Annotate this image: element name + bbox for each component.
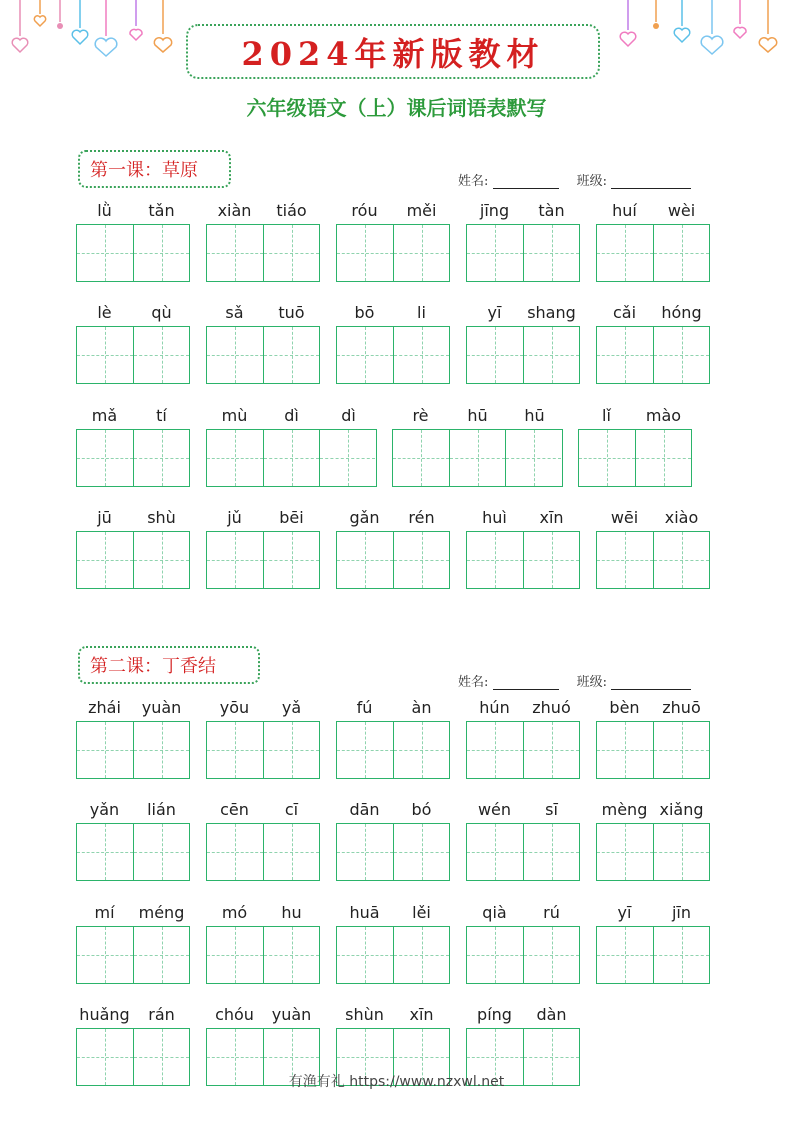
tianzige-cells (596, 531, 710, 589)
pinyin-label: hu (281, 903, 302, 922)
pinyin-label: mù (221, 406, 248, 425)
pinyin-label: zhuō (662, 698, 701, 717)
pinyin-label: zhuó (532, 698, 571, 717)
writing-cell[interactable] (393, 824, 449, 880)
name-label: 姓名: (458, 675, 489, 690)
pinyin-label: bèn (609, 698, 640, 717)
writing-cell[interactable] (523, 824, 579, 880)
word-box (76, 302, 190, 384)
word-box (336, 302, 450, 384)
tianzige-cells (336, 926, 450, 984)
pinyin-label: zhái (88, 698, 121, 717)
word-box (336, 902, 450, 984)
pinyin-label: mǎ (91, 406, 118, 425)
writing-cell[interactable] (263, 225, 319, 281)
tianzige-cells (76, 224, 190, 282)
tianzige-cells (206, 721, 320, 779)
pinyin-label: huā (349, 903, 380, 922)
writing-cell[interactable] (467, 225, 523, 281)
pinyin-label: mí (94, 903, 115, 922)
writing-cell[interactable] (207, 225, 263, 281)
writing-cell[interactable] (337, 824, 393, 880)
tianzige-cells (466, 224, 580, 282)
writing-cell[interactable] (467, 927, 523, 983)
writing-cell[interactable] (207, 824, 263, 880)
pinyin-label: lè (97, 303, 112, 322)
pinyin-label: bēi (279, 508, 304, 527)
writing-cell[interactable] (653, 927, 709, 983)
tianzige-cells (596, 326, 710, 384)
pinyin-label: tuō (278, 303, 305, 322)
writing-cell[interactable] (523, 225, 579, 281)
tianzige-cells (76, 429, 190, 487)
tianzige-cells (336, 224, 450, 282)
word-box (596, 697, 710, 779)
tianzige-cells (596, 823, 710, 881)
writing-cell[interactable] (467, 532, 523, 588)
word-box (76, 405, 190, 487)
tianzige-cells (466, 721, 580, 779)
word-box (392, 405, 563, 487)
name-label: 姓名: (458, 174, 489, 189)
word-box (76, 902, 190, 984)
writing-cell[interactable] (597, 722, 653, 778)
tianzige-cells (336, 531, 450, 589)
writing-cell[interactable] (263, 532, 319, 588)
pinyin-label: hū (524, 406, 545, 425)
pinyin-label: cǎi (612, 303, 637, 322)
word-box (206, 200, 320, 282)
pinyin-label: wén (477, 800, 512, 819)
pinyin-label: huì (482, 508, 507, 527)
word-box (466, 507, 580, 589)
pinyin-label: hū (467, 406, 488, 425)
lesson-2-title: 第二课：丁香结 (78, 646, 260, 684)
word-box (336, 200, 450, 282)
pinyin-label: jīng (479, 201, 510, 220)
pinyin-label: qià (482, 903, 507, 922)
writing-cell[interactable] (523, 327, 579, 383)
writing-cell[interactable] (523, 722, 579, 778)
pinyin-label: xiào (664, 508, 699, 527)
tianzige-cells (336, 721, 450, 779)
class-label: 班级: (576, 174, 608, 189)
student-info-2 (458, 671, 691, 690)
word-box (206, 697, 320, 779)
writing-cell[interactable] (523, 532, 579, 588)
pinyin-label: jǔ (227, 508, 242, 527)
writing-cell[interactable] (337, 327, 393, 383)
word-box (76, 697, 190, 779)
word-box (596, 507, 710, 589)
writing-cell[interactable] (337, 225, 393, 281)
pinyin-label: měi (406, 201, 437, 220)
pinyin-label: jū (97, 508, 112, 527)
pinyin-label: yī (617, 903, 632, 922)
pinyin-label: cēn (220, 800, 249, 819)
writing-cell[interactable] (597, 824, 653, 880)
pinyin-label: jīn (671, 903, 692, 922)
writing-cell[interactable] (319, 430, 375, 486)
pinyin-label: yǎ (281, 698, 302, 717)
pinyin-label: dàn (536, 1005, 567, 1024)
writing-cell[interactable] (653, 722, 709, 778)
word-box (76, 507, 190, 589)
writing-cell[interactable] (77, 927, 133, 983)
tianzige-cells (336, 823, 450, 881)
writing-cell[interactable] (467, 824, 523, 880)
pinyin-label: dì (341, 406, 356, 425)
word-box (206, 302, 320, 384)
writing-cell[interactable] (393, 225, 449, 281)
pinyin-label: cī (284, 800, 299, 819)
writing-cell[interactable] (133, 532, 189, 588)
tianzige-cells (76, 721, 190, 779)
writing-cell[interactable] (393, 532, 449, 588)
writing-cell[interactable] (263, 824, 319, 880)
footer-watermark: 有渔有礼 https://www.nzxwl.net (288, 1074, 505, 1090)
writing-cell[interactable] (77, 824, 133, 880)
student-info-1 (458, 170, 691, 189)
writing-cell[interactable] (467, 722, 523, 778)
word-box (596, 200, 710, 282)
pinyin-label: wèi (667, 201, 696, 220)
pinyin-label: mèng (601, 800, 648, 819)
writing-cell[interactable] (263, 927, 319, 983)
page-subtitle: 六年级语文（上）课后词语表默写 (246, 96, 547, 120)
writing-cell[interactable] (653, 824, 709, 880)
word-box (206, 799, 320, 881)
writing-cell[interactable] (597, 225, 653, 281)
tianzige-cells (76, 823, 190, 881)
writing-cell[interactable] (505, 430, 561, 486)
writing-cell[interactable] (207, 327, 263, 383)
writing-cell[interactable] (579, 430, 635, 486)
pinyin-label: rén (408, 508, 435, 527)
writing-cell[interactable] (337, 532, 393, 588)
writing-cell[interactable] (597, 927, 653, 983)
word-box (466, 799, 580, 881)
word-box (596, 902, 710, 984)
word-box (596, 302, 710, 384)
writing-cell[interactable] (393, 927, 449, 983)
pinyin-label: píng (477, 1005, 512, 1024)
pinyin-label: huí (612, 201, 637, 220)
pinyin-label: yī (487, 303, 502, 322)
pinyin-label: hún (479, 698, 510, 717)
pinyin-label: xīn (539, 508, 564, 527)
hearts-decoration-right-icon (612, 0, 787, 60)
lesson-1-title: 第一课：草原 (78, 150, 231, 188)
hearts-decoration-left-icon (8, 0, 183, 60)
pinyin-label: dān (349, 800, 380, 819)
writing-cell[interactable] (337, 722, 393, 778)
tianzige-cells (596, 224, 710, 282)
word-box (466, 302, 580, 384)
pinyin-label: tí (156, 406, 167, 425)
pinyin-label: mó (221, 903, 248, 922)
pinyin-label: chóu (215, 1005, 254, 1024)
tianzige-cells (578, 429, 692, 487)
pinyin-label: shang (527, 303, 576, 322)
writing-cell[interactable] (393, 722, 449, 778)
class-label: 班级: (576, 675, 608, 690)
word-box (206, 902, 320, 984)
pinyin-label: rè (412, 406, 429, 425)
word-box (578, 405, 692, 487)
writing-cell[interactable] (77, 532, 133, 588)
tianzige-cells (76, 926, 190, 984)
writing-cell[interactable] (133, 722, 189, 778)
pinyin-label: àn (411, 698, 432, 717)
writing-cell[interactable] (207, 532, 263, 588)
tianzige-cells (466, 531, 580, 589)
word-box (336, 507, 450, 589)
writing-cell[interactable] (77, 722, 133, 778)
tianzige-cells (206, 224, 320, 282)
tianzige-cells (466, 326, 580, 384)
pinyin-label: lǐ (602, 406, 611, 425)
pinyin-label: lián (147, 800, 176, 819)
writing-cell[interactable] (77, 225, 133, 281)
class-blank[interactable] (611, 675, 691, 690)
writing-cell[interactable] (393, 327, 449, 383)
tianzige-cells (206, 823, 320, 881)
title-box (186, 24, 600, 79)
word-box (206, 405, 377, 487)
writing-cell[interactable] (393, 430, 449, 486)
tianzige-cells (392, 429, 563, 487)
pinyin-label: rú (543, 903, 560, 922)
word-box (466, 200, 580, 282)
word-box (76, 200, 190, 282)
pinyin-label: sī (545, 800, 558, 819)
pinyin-label: xiǎng (659, 800, 704, 819)
pinyin-label: bō (354, 303, 375, 322)
name-blank[interactable] (493, 675, 559, 690)
tianzige-cells (336, 326, 450, 384)
pinyin-label: tàn (538, 201, 565, 220)
tianzige-cells (206, 429, 377, 487)
writing-cell[interactable] (523, 927, 579, 983)
tianzige-cells (466, 926, 580, 984)
name-blank[interactable] (493, 174, 559, 189)
pinyin-label: shù (147, 508, 176, 527)
pinyin-label: hóng (661, 303, 702, 322)
pinyin-label: huǎng (79, 1005, 130, 1024)
writing-cell[interactable] (467, 327, 523, 383)
tianzige-cells (76, 531, 190, 589)
pinyin-label: xiàn (217, 201, 252, 220)
tianzige-cells (76, 326, 190, 384)
writing-cell[interactable] (263, 430, 319, 486)
writing-cell[interactable] (77, 430, 133, 486)
writing-cell[interactable] (207, 430, 263, 486)
tianzige-cells (596, 926, 710, 984)
pinyin-label: qù (151, 303, 172, 322)
writing-cell[interactable] (77, 327, 133, 383)
writing-cell[interactable] (653, 225, 709, 281)
pinyin-label: lěi (412, 903, 431, 922)
writing-cell[interactable] (133, 927, 189, 983)
pinyin-label: sǎ (225, 303, 244, 322)
pinyin-label: bó (411, 800, 432, 819)
class-blank[interactable] (611, 174, 691, 189)
pinyin-label: mào (645, 406, 682, 425)
writing-cell[interactable] (263, 722, 319, 778)
pinyin-label: yuàn (271, 1005, 312, 1024)
writing-cell[interactable] (597, 532, 653, 588)
pinyin-label: rán (148, 1005, 175, 1024)
word-box (206, 507, 320, 589)
pinyin-label: yǎn (89, 800, 120, 819)
tianzige-cells (206, 326, 320, 384)
pinyin-label: yuàn (141, 698, 182, 717)
tianzige-cells (206, 926, 320, 984)
pinyin-label: róu (351, 201, 378, 220)
writing-cell[interactable] (207, 927, 263, 983)
pinyin-label: shùn (345, 1005, 384, 1024)
writing-cell[interactable] (263, 327, 319, 383)
word-box (466, 697, 580, 779)
pinyin-label: lǜ (97, 201, 112, 220)
tianzige-cells (466, 823, 580, 881)
page-title: 2024年新版教材 (241, 34, 545, 73)
word-box (76, 799, 190, 881)
writing-cell[interactable] (653, 327, 709, 383)
pinyin-label: tiáo (276, 201, 307, 220)
writing-cell[interactable] (449, 430, 505, 486)
writing-cell[interactable] (635, 430, 691, 486)
writing-cell[interactable] (653, 532, 709, 588)
writing-cell[interactable] (133, 327, 189, 383)
pinyin-label: wēi (610, 508, 639, 527)
word-box (336, 799, 450, 881)
tianzige-cells (206, 531, 320, 589)
pinyin-label: fú (356, 698, 373, 717)
writing-cell[interactable] (337, 927, 393, 983)
writing-cell[interactable] (133, 225, 189, 281)
pinyin-label: li (417, 303, 426, 322)
pinyin-label: yōu (219, 698, 250, 717)
pinyin-label: tǎn (148, 201, 175, 220)
word-box (596, 799, 710, 881)
word-box (466, 902, 580, 984)
writing-cell[interactable] (597, 327, 653, 383)
pinyin-label: dì (284, 406, 299, 425)
writing-cell[interactable] (133, 430, 189, 486)
word-box (336, 697, 450, 779)
pinyin-label: gǎn (349, 508, 380, 527)
pinyin-label: méng (138, 903, 185, 922)
writing-cell[interactable] (207, 722, 263, 778)
tianzige-cells (596, 721, 710, 779)
pinyin-label: xīn (409, 1005, 434, 1024)
writing-cell[interactable] (133, 824, 189, 880)
